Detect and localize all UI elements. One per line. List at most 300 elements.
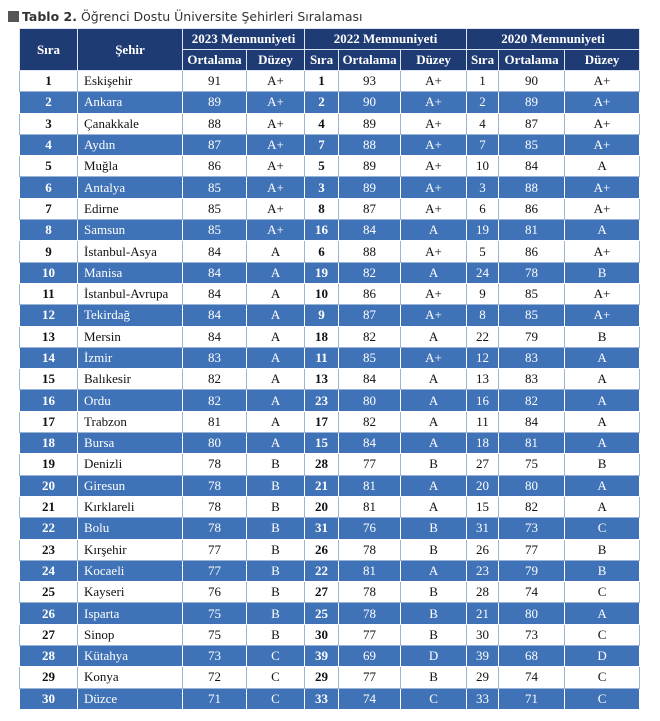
cell-duzey-2022: A+ <box>401 177 467 198</box>
cell-rank-2022: 26 <box>305 539 339 560</box>
cell-rank-2023: 5 <box>20 156 78 177</box>
cell-duzey-2023: A+ <box>247 198 305 219</box>
cell-ortalama-2022: 84 <box>339 369 401 390</box>
cell-ortalama-2023: 78 <box>183 475 247 496</box>
table-row <box>20 433 640 454</box>
cell-city: Mersin <box>78 326 183 347</box>
cell-rank-2023: 18 <box>20 433 78 454</box>
cell-rank-2020: 28 <box>467 582 499 603</box>
cell-rank-2023: 25 <box>20 582 78 603</box>
cell-duzey-2020: A <box>565 411 640 432</box>
cell-duzey-2023: A <box>247 369 305 390</box>
cell-duzey-2023: A <box>247 326 305 347</box>
cell-duzey-2023: A+ <box>247 177 305 198</box>
cell-duzey-2022: A+ <box>401 198 467 219</box>
cell-city: Eskişehir <box>78 71 183 92</box>
cell-city: Ankara <box>78 92 183 113</box>
table-row <box>20 582 640 603</box>
cell-ortalama-2023: 84 <box>183 305 247 326</box>
cell-duzey-2020: C <box>565 624 640 645</box>
cell-duzey-2022: D <box>401 646 467 667</box>
cell-rank-2023: 14 <box>20 347 78 368</box>
cell-rank-2022: 2 <box>305 92 339 113</box>
cell-duzey-2020: A+ <box>565 92 640 113</box>
cell-ortalama-2022: 88 <box>339 241 401 262</box>
cell-ortalama-2022: 89 <box>339 177 401 198</box>
cell-ortalama-2022: 84 <box>339 220 401 241</box>
cell-ortalama-2020: 82 <box>499 390 565 411</box>
cell-ortalama-2022: 74 <box>339 688 401 709</box>
cell-rank-2022: 17 <box>305 411 339 432</box>
cell-ortalama-2022: 81 <box>339 496 401 517</box>
cell-rank-2020: 12 <box>467 347 499 368</box>
cell-ortalama-2022: 82 <box>339 326 401 347</box>
cell-duzey-2020: C <box>565 688 640 709</box>
cell-duzey-2022: B <box>401 518 467 539</box>
cell-ortalama-2023: 78 <box>183 496 247 517</box>
header-2020: 2020 Memnuniyeti <box>467 29 640 50</box>
cell-duzey-2020: A <box>565 220 640 241</box>
table-caption <box>8 6 363 26</box>
cell-ortalama-2022: 93 <box>339 71 401 92</box>
table-row <box>20 241 640 262</box>
cell-ortalama-2022: 86 <box>339 283 401 304</box>
cell-duzey-2023: A+ <box>247 156 305 177</box>
cell-city: Isparta <box>78 603 183 624</box>
cell-rank-2023: 23 <box>20 539 78 560</box>
cell-rank-2023: 6 <box>20 177 78 198</box>
cell-ortalama-2023: 84 <box>183 262 247 283</box>
cell-rank-2022: 11 <box>305 347 339 368</box>
cell-duzey-2023: A <box>247 241 305 262</box>
cell-ortalama-2023: 89 <box>183 92 247 113</box>
cell-ortalama-2023: 85 <box>183 198 247 219</box>
caption-label: Tablo 2. <box>22 8 77 24</box>
cell-rank-2020: 9 <box>467 283 499 304</box>
cell-ortalama-2020: 80 <box>499 603 565 624</box>
cell-ortalama-2022: 81 <box>339 475 401 496</box>
cell-duzey-2020: A <box>565 603 640 624</box>
cell-rank-2020: 22 <box>467 326 499 347</box>
cell-duzey-2022: A+ <box>401 92 467 113</box>
table-row <box>20 518 640 539</box>
cell-rank-2023: 29 <box>20 667 78 688</box>
cell-ortalama-2023: 86 <box>183 156 247 177</box>
cell-duzey-2022: A+ <box>401 113 467 134</box>
cell-rank-2020: 10 <box>467 156 499 177</box>
cell-rank-2020: 11 <box>467 411 499 432</box>
cell-rank-2023: 20 <box>20 475 78 496</box>
table-row <box>20 262 640 283</box>
cell-duzey-2022: A <box>401 411 467 432</box>
cell-ortalama-2023: 72 <box>183 667 247 688</box>
cell-duzey-2020: A+ <box>565 134 640 155</box>
cell-ortalama-2022: 77 <box>339 454 401 475</box>
header-sira: Sıra <box>20 29 78 71</box>
cell-duzey-2020: A <box>565 475 640 496</box>
table-row <box>20 624 640 645</box>
cell-duzey-2022: A+ <box>401 347 467 368</box>
cell-city: Manisa <box>78 262 183 283</box>
cell-ortalama-2022: 89 <box>339 156 401 177</box>
cell-duzey-2020: A+ <box>565 241 640 262</box>
cell-rank-2022: 33 <box>305 688 339 709</box>
cell-duzey-2022: B <box>401 603 467 624</box>
cell-rank-2022: 22 <box>305 560 339 581</box>
cell-rank-2022: 39 <box>305 646 339 667</box>
table-row <box>20 390 640 411</box>
cell-rank-2020: 20 <box>467 475 499 496</box>
cell-city: Denizli <box>78 454 183 475</box>
table-row <box>20 347 640 368</box>
cell-rank-2023: 21 <box>20 496 78 517</box>
cell-rank-2023: 24 <box>20 560 78 581</box>
table-row <box>20 667 640 688</box>
cell-city: Çanakkale <box>78 113 183 134</box>
cell-duzey-2023: A <box>247 411 305 432</box>
cell-duzey-2022: A <box>401 433 467 454</box>
cell-duzey-2022: A+ <box>401 156 467 177</box>
header-2023-duzey: Düzey <box>247 50 305 71</box>
cell-ortalama-2023: 76 <box>183 582 247 603</box>
cell-rank-2023: 22 <box>20 518 78 539</box>
cell-ortalama-2023: 75 <box>183 603 247 624</box>
cell-ortalama-2020: 82 <box>499 496 565 517</box>
cell-ortalama-2023: 88 <box>183 113 247 134</box>
cell-duzey-2020: B <box>565 262 640 283</box>
cell-ortalama-2020: 73 <box>499 624 565 645</box>
cell-duzey-2020: C <box>565 518 640 539</box>
cell-ortalama-2020: 73 <box>499 518 565 539</box>
cell-duzey-2022: C <box>401 688 467 709</box>
cell-ortalama-2023: 85 <box>183 220 247 241</box>
cell-ortalama-2020: 90 <box>499 71 565 92</box>
cell-rank-2023: 30 <box>20 688 78 709</box>
cell-duzey-2023: C <box>247 667 305 688</box>
cell-duzey-2023: B <box>247 539 305 560</box>
table-row <box>20 305 640 326</box>
cell-duzey-2022: B <box>401 667 467 688</box>
header-2023: 2023 Memnuniyeti <box>183 29 305 50</box>
cell-rank-2020: 4 <box>467 113 499 134</box>
cell-ortalama-2022: 85 <box>339 347 401 368</box>
cell-rank-2020: 8 <box>467 305 499 326</box>
cell-rank-2020: 15 <box>467 496 499 517</box>
table-body <box>20 71 640 710</box>
cell-rank-2022: 25 <box>305 603 339 624</box>
cell-ortalama-2023: 78 <box>183 454 247 475</box>
cell-rank-2022: 5 <box>305 156 339 177</box>
cell-ortalama-2022: 87 <box>339 198 401 219</box>
cell-duzey-2023: A <box>247 390 305 411</box>
cell-ortalama-2023: 81 <box>183 411 247 432</box>
cell-ortalama-2020: 89 <box>499 92 565 113</box>
cell-duzey-2022: A <box>401 369 467 390</box>
cell-duzey-2022: B <box>401 454 467 475</box>
cell-city: Kırşehir <box>78 539 183 560</box>
cell-city: Kütahya <box>78 646 183 667</box>
cell-city: Muğla <box>78 156 183 177</box>
cell-rank-2023: 26 <box>20 603 78 624</box>
cell-duzey-2020: A+ <box>565 113 640 134</box>
cell-ortalama-2020: 87 <box>499 113 565 134</box>
header-2023-ortalama: Ortalama <box>183 50 247 71</box>
cell-duzey-2020: B <box>565 326 640 347</box>
cell-duzey-2022: A+ <box>401 241 467 262</box>
cell-duzey-2023: B <box>247 560 305 581</box>
table-row <box>20 688 640 709</box>
cell-city: Aydın <box>78 134 183 155</box>
cell-rank-2022: 30 <box>305 624 339 645</box>
cell-rank-2020: 19 <box>467 220 499 241</box>
cell-city: Antalya <box>78 177 183 198</box>
header-2022-sira: Sıra <box>305 50 339 71</box>
cell-duzey-2023: A+ <box>247 134 305 155</box>
cell-city: Düzce <box>78 688 183 709</box>
caption-text: Öğrenci Dostu Üniversite Şehirleri Sıralaması <box>80 8 363 24</box>
cell-duzey-2022: A <box>401 560 467 581</box>
cell-rank-2022: 31 <box>305 518 339 539</box>
cell-ortalama-2023: 82 <box>183 369 247 390</box>
cell-ortalama-2023: 78 <box>183 518 247 539</box>
cell-ortalama-2020: 88 <box>499 177 565 198</box>
cell-rank-2023: 11 <box>20 283 78 304</box>
cell-ortalama-2023: 75 <box>183 624 247 645</box>
cell-rank-2023: 13 <box>20 326 78 347</box>
cell-city: İzmir <box>78 347 183 368</box>
cell-duzey-2020: B <box>565 539 640 560</box>
cell-ortalama-2023: 87 <box>183 134 247 155</box>
cell-duzey-2023: A+ <box>247 71 305 92</box>
cell-city: Giresun <box>78 475 183 496</box>
cell-rank-2020: 23 <box>467 560 499 581</box>
cell-rank-2022: 27 <box>305 582 339 603</box>
table-row <box>20 603 640 624</box>
cell-duzey-2020: A <box>565 390 640 411</box>
cell-city: Bursa <box>78 433 183 454</box>
cell-ortalama-2020: 79 <box>499 326 565 347</box>
cell-ortalama-2020: 71 <box>499 688 565 709</box>
cell-duzey-2022: A <box>401 496 467 517</box>
cell-city: Trabzon <box>78 411 183 432</box>
cell-duzey-2020: A+ <box>565 305 640 326</box>
cell-ortalama-2023: 83 <box>183 347 247 368</box>
cell-rank-2022: 9 <box>305 305 339 326</box>
cell-duzey-2023: A <box>247 283 305 304</box>
cell-city: Kırklareli <box>78 496 183 517</box>
cell-city: Balıkesir <box>78 369 183 390</box>
cell-duzey-2022: B <box>401 624 467 645</box>
cell-rank-2023: 2 <box>20 92 78 113</box>
cell-duzey-2023: C <box>247 688 305 709</box>
cell-rank-2020: 33 <box>467 688 499 709</box>
header-2020-duzey: Düzey <box>565 50 640 71</box>
cell-ortalama-2022: 69 <box>339 646 401 667</box>
cell-city: İstanbul-Avrupa <box>78 283 183 304</box>
cell-rank-2023: 4 <box>20 134 78 155</box>
caption-square-icon <box>8 11 19 22</box>
cell-ortalama-2020: 83 <box>499 347 565 368</box>
cell-ortalama-2023: 84 <box>183 283 247 304</box>
cell-ortalama-2022: 80 <box>339 390 401 411</box>
table-row <box>20 411 640 432</box>
cell-rank-2020: 7 <box>467 134 499 155</box>
cell-ortalama-2023: 84 <box>183 326 247 347</box>
table-row <box>20 369 640 390</box>
cell-rank-2022: 10 <box>305 283 339 304</box>
cell-rank-2022: 18 <box>305 326 339 347</box>
table-row <box>20 283 640 304</box>
cell-ortalama-2020: 86 <box>499 198 565 219</box>
ranking-table <box>19 28 640 710</box>
cell-rank-2020: 16 <box>467 390 499 411</box>
cell-duzey-2023: B <box>247 454 305 475</box>
cell-ortalama-2022: 77 <box>339 624 401 645</box>
cell-rank-2023: 9 <box>20 241 78 262</box>
cell-rank-2022: 29 <box>305 667 339 688</box>
cell-duzey-2023: B <box>247 603 305 624</box>
table-row <box>20 198 640 219</box>
cell-duzey-2023: A+ <box>247 92 305 113</box>
cell-rank-2023: 15 <box>20 369 78 390</box>
header-2020-sira: Sıra <box>467 50 499 71</box>
cell-duzey-2020: D <box>565 646 640 667</box>
cell-ortalama-2023: 84 <box>183 241 247 262</box>
cell-rank-2023: 27 <box>20 624 78 645</box>
cell-duzey-2020: A+ <box>565 198 640 219</box>
cell-ortalama-2023: 80 <box>183 433 247 454</box>
cell-duzey-2023: A <box>247 305 305 326</box>
cell-city: Konya <box>78 667 183 688</box>
cell-city: Sinop <box>78 624 183 645</box>
cell-city: Kocaeli <box>78 560 183 581</box>
cell-rank-2020: 3 <box>467 177 499 198</box>
cell-duzey-2022: A <box>401 475 467 496</box>
cell-rank-2022: 8 <box>305 198 339 219</box>
cell-ortalama-2022: 76 <box>339 518 401 539</box>
cell-duzey-2020: C <box>565 582 640 603</box>
cell-duzey-2020: A <box>565 433 640 454</box>
cell-city: İstanbul-Asya <box>78 241 183 262</box>
cell-city: Ordu <box>78 390 183 411</box>
cell-ortalama-2020: 81 <box>499 433 565 454</box>
cell-rank-2020: 31 <box>467 518 499 539</box>
cell-duzey-2020: B <box>565 454 640 475</box>
cell-rank-2022: 19 <box>305 262 339 283</box>
table-row <box>20 156 640 177</box>
cell-rank-2020: 27 <box>467 454 499 475</box>
cell-duzey-2022: A+ <box>401 71 467 92</box>
cell-ortalama-2022: 84 <box>339 433 401 454</box>
cell-rank-2023: 10 <box>20 262 78 283</box>
cell-rank-2022: 4 <box>305 113 339 134</box>
cell-duzey-2020: A+ <box>565 71 640 92</box>
cell-duzey-2020: C <box>565 667 640 688</box>
cell-rank-2020: 6 <box>467 198 499 219</box>
cell-rank-2022: 20 <box>305 496 339 517</box>
cell-duzey-2023: A <box>247 433 305 454</box>
cell-ortalama-2020: 85 <box>499 305 565 326</box>
cell-rank-2022: 3 <box>305 177 339 198</box>
table-row <box>20 326 640 347</box>
header-2022-duzey: Düzey <box>401 50 467 71</box>
cell-duzey-2020: A <box>565 347 640 368</box>
cell-rank-2022: 21 <box>305 475 339 496</box>
cell-ortalama-2023: 85 <box>183 177 247 198</box>
cell-duzey-2023: A+ <box>247 220 305 241</box>
cell-rank-2022: 16 <box>305 220 339 241</box>
table-row <box>20 113 640 134</box>
cell-rank-2020: 39 <box>467 646 499 667</box>
cell-rank-2020: 30 <box>467 624 499 645</box>
cell-city: Samsun <box>78 220 183 241</box>
cell-ortalama-2020: 77 <box>499 539 565 560</box>
table-row <box>20 560 640 581</box>
cell-ortalama-2022: 88 <box>339 134 401 155</box>
cell-ortalama-2020: 86 <box>499 241 565 262</box>
cell-rank-2022: 23 <box>305 390 339 411</box>
cell-city: Tekirdağ <box>78 305 183 326</box>
cell-duzey-2022: A+ <box>401 305 467 326</box>
cell-rank-2020: 2 <box>467 92 499 113</box>
cell-ortalama-2022: 89 <box>339 113 401 134</box>
cell-duzey-2023: B <box>247 582 305 603</box>
cell-duzey-2020: A <box>565 156 640 177</box>
cell-ortalama-2023: 77 <box>183 539 247 560</box>
cell-duzey-2023: B <box>247 475 305 496</box>
cell-ortalama-2022: 77 <box>339 667 401 688</box>
header-2022: 2022 Memnuniyeti <box>305 29 467 50</box>
table-row <box>20 539 640 560</box>
cell-ortalama-2022: 78 <box>339 582 401 603</box>
cell-rank-2023: 28 <box>20 646 78 667</box>
cell-rank-2020: 13 <box>467 369 499 390</box>
cell-duzey-2020: A+ <box>565 177 640 198</box>
cell-ortalama-2020: 78 <box>499 262 565 283</box>
cell-duzey-2022: A <box>401 390 467 411</box>
cell-ortalama-2023: 91 <box>183 71 247 92</box>
cell-duzey-2023: B <box>247 518 305 539</box>
cell-ortalama-2020: 74 <box>499 582 565 603</box>
cell-rank-2023: 8 <box>20 220 78 241</box>
cell-ortalama-2020: 80 <box>499 475 565 496</box>
cell-duzey-2020: B <box>565 560 640 581</box>
cell-ortalama-2022: 78 <box>339 603 401 624</box>
cell-rank-2020: 18 <box>467 433 499 454</box>
cell-rank-2023: 16 <box>20 390 78 411</box>
cell-duzey-2022: B <box>401 582 467 603</box>
cell-duzey-2020: A+ <box>565 283 640 304</box>
cell-rank-2023: 12 <box>20 305 78 326</box>
cell-duzey-2023: A+ <box>247 113 305 134</box>
table-row <box>20 92 640 113</box>
cell-ortalama-2022: 82 <box>339 411 401 432</box>
cell-ortalama-2023: 82 <box>183 390 247 411</box>
cell-ortalama-2022: 82 <box>339 262 401 283</box>
cell-duzey-2022: A+ <box>401 134 467 155</box>
cell-ortalama-2023: 73 <box>183 646 247 667</box>
cell-duzey-2023: A <box>247 347 305 368</box>
cell-rank-2020: 21 <box>467 603 499 624</box>
cell-ortalama-2020: 84 <box>499 411 565 432</box>
cell-ortalama-2020: 85 <box>499 283 565 304</box>
cell-ortalama-2020: 83 <box>499 369 565 390</box>
cell-duzey-2023: B <box>247 624 305 645</box>
cell-duzey-2020: A <box>565 496 640 517</box>
table-row <box>20 177 640 198</box>
cell-rank-2022: 15 <box>305 433 339 454</box>
cell-duzey-2020: A <box>565 369 640 390</box>
